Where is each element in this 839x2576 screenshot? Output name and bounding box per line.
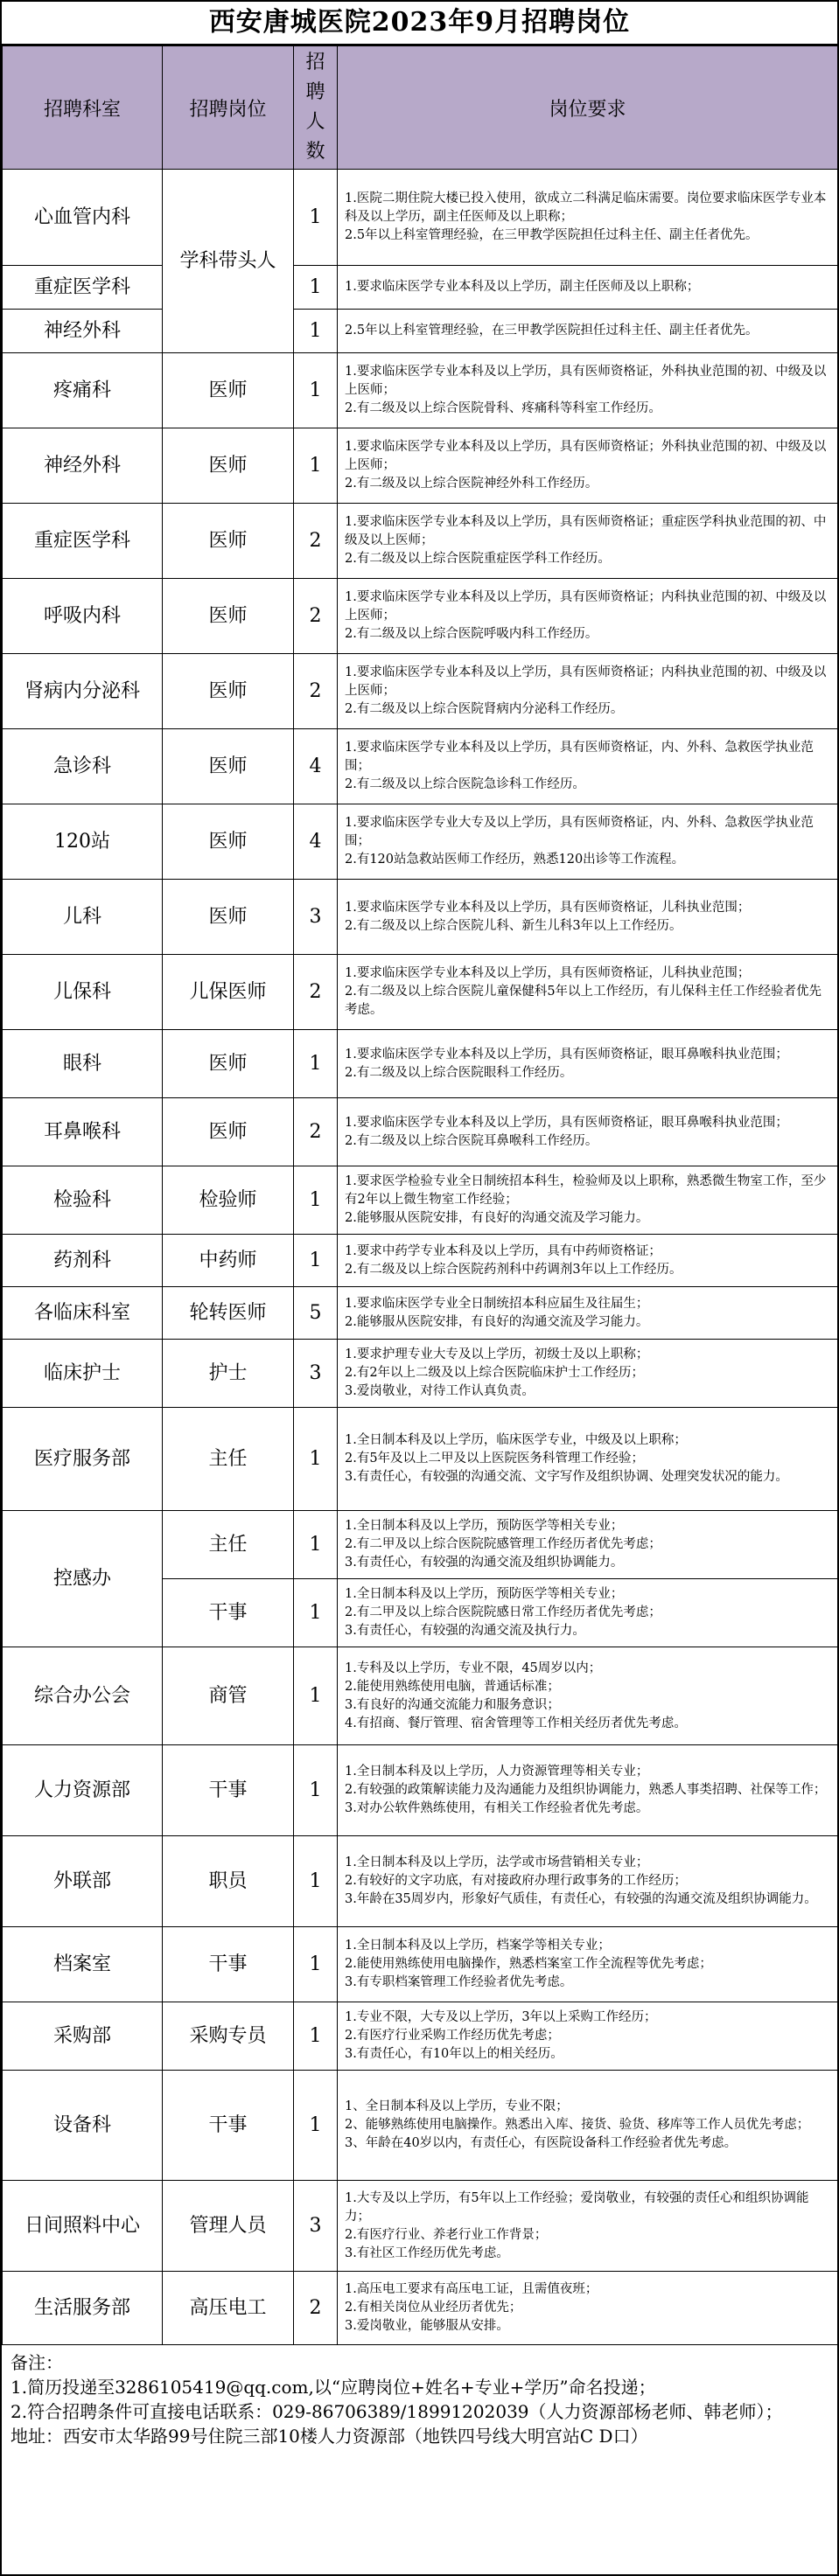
requirement-line: 2.有二级及以上综合医院神经外科工作经历。 — [345, 477, 598, 491]
requirement-line: 2.能够服从医院安排，有良好的沟通交流及学习能力。 — [345, 1314, 649, 1329]
requirement-line: 2.有医疗行业采购工作经历优先考虑； — [345, 2029, 560, 2043]
position-cell: 医师 — [163, 504, 294, 579]
department-cell: 重症医学科 — [3, 266, 163, 310]
requirement-line: 2.能使用熟练使用电脑，普通话标准； — [345, 1679, 560, 1694]
table-row — [3, 504, 838, 579]
department-cell: 控感办 — [3, 1511, 163, 1647]
position-cell: 干事 — [163, 1579, 294, 1647]
position-cell: 医师 — [163, 428, 294, 504]
position-cell: 医师 — [163, 1030, 294, 1098]
table-row — [3, 310, 838, 353]
table-row — [3, 353, 838, 428]
position-cell: 学科带头人 — [163, 170, 294, 353]
requirement-line: 3.有责任心，有较强的沟通交流、文字写作及组织协调、处理突发状况的能力。 — [345, 1470, 788, 1484]
requirement-line: 2.有医疗行业、养老行业工作背景； — [345, 2227, 548, 2242]
requirements-cell — [338, 654, 838, 729]
requirement-line: 1.全日制本科及以上学历，预防医学等相关专业； — [345, 1519, 624, 1533]
table-header-row — [3, 46, 838, 170]
requirements-cell — [338, 1511, 838, 1579]
requirements-cell — [338, 880, 838, 955]
requirement-line: 3.有责任心，有10年以上的相关经历。 — [345, 2047, 563, 2061]
page-title: 西安唐城医院2023年9月招聘岗位 — [2, 2, 837, 45]
position-cell: 检验师 — [163, 1166, 294, 1235]
requirements-cell — [338, 1030, 838, 1098]
note-phone: 2.符合招聘条件可直接电话联系：029-86706389/18991202039（人力资源部杨老师、韩老师）； — [10, 2401, 783, 2422]
department-cell: 外联部 — [3, 1836, 163, 1927]
table-row — [3, 804, 838, 880]
count-cell: 2 — [294, 504, 338, 579]
department-cell: 药剂科 — [3, 1235, 163, 1287]
department-cell: 设备科 — [3, 2071, 163, 2181]
department-cell: 眼科 — [3, 1030, 163, 1098]
count-cell: 1 — [294, 2002, 338, 2071]
requirement-line: 2.有二级及以上综合医院耳鼻喉科工作经历。 — [345, 1133, 598, 1148]
position-cell: 儿保医师 — [163, 955, 294, 1030]
department-cell: 神经外科 — [3, 428, 163, 504]
position-cell: 主任 — [163, 1408, 294, 1511]
requirements-cell — [338, 353, 838, 428]
count-cell: 1 — [294, 1235, 338, 1287]
requirement-line: 1.全日制本科及以上学历，临床医学专业，中级及以上职称； — [345, 1433, 687, 1447]
department-cell: 心血管内科 — [3, 170, 163, 266]
position-cell: 护士 — [163, 1340, 294, 1408]
department-cell: 生活服务部 — [3, 2272, 163, 2345]
header-count: 招聘人数 — [294, 46, 338, 170]
count-cell: 2 — [294, 955, 338, 1030]
requirement-line: 1.要求护理专业大专及以上学历，初级士及以上职称； — [345, 1347, 649, 1361]
position-cell: 采购专员 — [163, 2002, 294, 2071]
requirement-line: 1.要求医学检验专业全日制统招本科生，检验师及以上职称，熟悉微生物室工作，至少有2年以上微生物室工作经验； — [345, 1174, 827, 1207]
requirement-line: 2.能够服从医院安排，有良好的沟通交流及学习能力。 — [345, 1211, 649, 1225]
requirement-line: 2.有二级及以上综合医院急诊科工作经历。 — [345, 777, 585, 791]
requirement-line: 2.有二级及以上综合医院药剂科中药调剂3年以上工作经历。 — [345, 1262, 682, 1277]
position-cell: 主任 — [163, 1511, 294, 1579]
requirement-line: 3.有专职档案管理工作经验者优先考虑。 — [345, 1975, 573, 1989]
position-cell: 干事 — [163, 2071, 294, 2181]
requirements-cell — [338, 804, 838, 880]
requirement-line: 2.有相关岗位从业经历者优先； — [345, 2301, 522, 2315]
requirement-line: 1.全日制本科及以上学历，档案学等相关专业； — [345, 1939, 611, 1953]
count-cell: 1 — [294, 1836, 338, 1927]
requirement-line: 4.有招商、餐厅管理、宿舍管理等工作相关经历者优先考虑。 — [345, 1716, 687, 1730]
requirement-line: 3.有良好的沟通交流能力和服务意识； — [345, 1697, 560, 1712]
count-cell: 4 — [294, 804, 338, 880]
notes-section — [2, 2345, 837, 2452]
requirement-line: 1.要求临床医学专业本科及以上学历，具有医师资格证；外科执业范围的初、中级及以上医师； — [345, 440, 827, 472]
position-cell: 干事 — [163, 1927, 294, 2002]
requirement-line: 3.爱岗敬业，能够服从安排。 — [345, 2319, 509, 2333]
requirement-line: 1.要求临床医学专业本科及以上学历，副主任医师及以上职称； — [345, 280, 700, 294]
header-requirements: 岗位要求 — [338, 46, 838, 170]
count-cell: 3 — [294, 2181, 338, 2272]
requirements-cell — [338, 2181, 838, 2272]
table-row — [3, 1340, 838, 1408]
count-cell: 3 — [294, 880, 338, 955]
requirements-cell — [338, 266, 838, 310]
department-cell: 肾病内分泌科 — [3, 654, 163, 729]
requirements-cell — [338, 1166, 838, 1235]
notes-heading: 备注： — [10, 2352, 63, 2373]
table-row — [3, 1836, 838, 1927]
count-cell: 1 — [294, 1166, 338, 1235]
department-cell: 神经外科 — [3, 310, 163, 353]
requirement-line: 2.有120站急救站医师工作经历，熟悉120出诊等工作流程。 — [345, 853, 685, 867]
department-cell: 日间照料中心 — [3, 2181, 163, 2272]
requirement-line: 1.要求临床医学专业本科及以上学历，具有医师资格证，眼耳鼻喉科执业范围； — [345, 1115, 788, 1130]
requirements-cell — [338, 310, 838, 353]
position-cell: 干事 — [163, 1745, 294, 1836]
requirement-line: 3、年龄在40岁以内，有责任心，有医院设备科工作经验者优先考虑。 — [345, 2136, 738, 2150]
department-cell: 急诊科 — [3, 729, 163, 804]
requirement-line: 1、全日制本科及以上学历，专业不限； — [345, 2099, 569, 2113]
table-row — [3, 2002, 838, 2071]
table-row — [3, 955, 838, 1030]
table-row — [3, 1030, 838, 1098]
requirement-line: 1.要求临床医学专业本科及以上学历，具有医师资格证，儿科执业范围； — [345, 900, 751, 915]
position-cell: 医师 — [163, 353, 294, 428]
position-cell: 医师 — [163, 804, 294, 880]
table-row — [3, 170, 838, 266]
requirement-line: 2、能够熟练使用电脑操作。熟悉出入库、接货、验货、移库等工作人员优先考虑； — [345, 2118, 810, 2132]
requirement-line: 2.有二级及以上综合医院重症医学科工作经历。 — [345, 552, 611, 566]
requirement-line: 1.要求临床医学专业全日制统招本科应届生及往届生； — [345, 1296, 649, 1311]
requirement-line: 1.要求临床医学专业本科及以上学历，具有医师资格证，内、外科、急救医学执业范围； — [345, 741, 814, 773]
table-row — [3, 1647, 838, 1745]
requirement-line: 3.年龄在35周岁内，形象好气质佳，有责任心，有较强的沟通交流及组织协调能力。 — [345, 1892, 817, 1906]
requirement-line: 2.有二级及以上综合医院眼科工作经历。 — [345, 1065, 573, 1080]
recruitment-table — [2, 45, 838, 2345]
requirements-cell — [338, 1235, 838, 1287]
requirement-line: 2.有二级及以上综合医院呼吸内科工作经历。 — [345, 627, 598, 641]
requirements-cell — [338, 1927, 838, 2002]
requirements-cell — [338, 1408, 838, 1511]
count-cell: 1 — [294, 1579, 338, 1647]
requirement-line: 2.有二级及以上综合医院骨科、疼痛科等科室工作经历。 — [345, 401, 661, 415]
table-row — [3, 2181, 838, 2272]
requirement-line: 1.要求临床医学专业本科及以上学历，具有医师资格证，儿科执业范围； — [345, 966, 751, 980]
count-cell: 1 — [294, 428, 338, 504]
department-cell: 各临床科室 — [3, 1287, 163, 1340]
table-row — [3, 1511, 838, 1579]
table-body — [3, 170, 838, 2345]
table-row — [3, 729, 838, 804]
requirement-line: 3.有责任心，有较强的沟通交流及执行力。 — [345, 1624, 585, 1638]
requirement-line: 2.有较强的政策解读能力及沟通能力及组织协调能力，熟悉人事类招聘、社保等工作； — [345, 1783, 827, 1797]
table-row — [3, 1235, 838, 1287]
department-cell: 儿保科 — [3, 955, 163, 1030]
requirements-cell — [338, 1836, 838, 1927]
table-row — [3, 1287, 838, 1340]
header-position: 招聘岗位 — [163, 46, 294, 170]
note-address: 地址：西安市太华路99号住院三部10楼人力资源部（地铁四号线大明宫站C D口） — [10, 2426, 648, 2447]
position-cell: 商管 — [163, 1647, 294, 1745]
table-row — [3, 1166, 838, 1235]
department-cell: 耳鼻喉科 — [3, 1098, 163, 1166]
department-cell: 儿科 — [3, 880, 163, 955]
requirement-line: 1.专科及以上学历，专业不限，45周岁以内； — [345, 1660, 602, 1675]
position-cell: 医师 — [163, 654, 294, 729]
department-cell: 临床护士 — [3, 1340, 163, 1408]
table-row — [3, 428, 838, 504]
position-cell: 轮转医师 — [163, 1287, 294, 1340]
requirements-cell — [338, 1287, 838, 1340]
requirement-line: 2.有二级及以上综合医院儿科、新生儿科3年以上工作经历。 — [345, 918, 682, 933]
position-cell: 管理人员 — [163, 2181, 294, 2272]
position-cell: 医师 — [163, 579, 294, 654]
table-row — [3, 2272, 838, 2345]
count-cell: 2 — [294, 579, 338, 654]
requirement-line: 1.全日制本科及以上学历，人力资源管理等相关专业； — [345, 1765, 649, 1779]
requirement-line: 1.医院二期住院大楼已投入使用，欲成立二科满足临床需要。岗位要求临床医学专业本科及以上学历，副主任医师及以上职称； — [345, 191, 827, 224]
count-cell: 2 — [294, 654, 338, 729]
requirement-line: 2.有二甲及以上综合医院院感日常工作经历者优先考虑； — [345, 1605, 661, 1619]
position-cell: 职员 — [163, 1836, 294, 1927]
count-cell: 1 — [294, 1030, 338, 1098]
requirements-cell — [338, 2071, 838, 2181]
requirement-line: 2.有较好的文字功底，有对接政府办理行政事务的工作经历； — [345, 1874, 687, 1888]
requirement-line: 2.有5年及以上二甲及以上医院医务科管理工作经验； — [345, 1452, 645, 1466]
table-row — [3, 1745, 838, 1836]
requirement-line: 2.能使用熟练使用电脑操作，熟悉档案室工作全流程等优先考虑； — [345, 1957, 712, 1971]
requirements-cell — [338, 2002, 838, 2071]
table-row — [3, 654, 838, 729]
department-cell: 120站 — [3, 804, 163, 880]
requirement-line: 1.大专及以上学历，有5年以上工作经验；爱岗敬业，有较强的责任心和组织协调能力； — [345, 2190, 809, 2224]
position-cell: 医师 — [163, 729, 294, 804]
position-cell: 医师 — [163, 880, 294, 955]
table-row — [3, 1408, 838, 1511]
count-cell: 1 — [294, 1927, 338, 2002]
count-cell: 1 — [294, 1745, 338, 1836]
requirement-line: 3.有社区工作经历优先考虑。 — [345, 2245, 509, 2260]
requirements-cell — [338, 1745, 838, 1836]
count-cell: 2 — [294, 2272, 338, 2345]
department-cell: 档案室 — [3, 1927, 163, 2002]
table-row — [3, 1098, 838, 1166]
requirement-line: 2.有二甲及以上综合医院院感管理工作经历者优先考虑； — [345, 1537, 661, 1551]
position-cell: 高压电工 — [163, 2272, 294, 2345]
position-cell: 中药师 — [163, 1235, 294, 1287]
count-cell: 1 — [294, 310, 338, 353]
count-cell: 4 — [294, 729, 338, 804]
count-cell: 1 — [294, 1408, 338, 1511]
requirements-cell — [338, 729, 838, 804]
requirements-cell — [338, 579, 838, 654]
requirement-line: 2.有2年以上二级及以上综合医院临床护士工作经历； — [345, 1366, 645, 1380]
count-cell: 1 — [294, 353, 338, 428]
requirements-cell — [338, 1340, 838, 1408]
department-cell: 重症医学科 — [3, 504, 163, 579]
requirement-line: 1.要求临床医学专业本科及以上学历，具有医师资格证，眼耳鼻喉科执业范围； — [345, 1047, 788, 1062]
requirement-line: 1.高压电工要求有高压电工证，且需值夜班； — [345, 2282, 598, 2296]
department-cell: 检验科 — [3, 1166, 163, 1235]
requirements-cell — [338, 1647, 838, 1745]
requirement-line: 1.要求临床医学专业本科及以上学历，具有医师资格证；重症医学科执业范围的初、中级及以上医师； — [345, 515, 827, 547]
requirement-line: 2.5年以上科室管理经验，在三甲教学医院担任过科主任、副主任者优先。 — [345, 228, 759, 242]
requirement-line: 1.全日制本科及以上学历，预防医学等相关专业； — [345, 1587, 624, 1601]
requirements-cell — [338, 1098, 838, 1166]
count-cell: 1 — [294, 1511, 338, 1579]
header-department: 招聘科室 — [3, 46, 163, 170]
requirement-line: 3.有责任心，有较强的沟通交流及组织协调能力。 — [345, 1556, 624, 1570]
requirement-line: 1.要求临床医学专业本科及以上学历，具有医师资格证，外科执业范围的初、中级及以上医师； — [345, 365, 827, 397]
count-cell: 1 — [294, 2071, 338, 2181]
requirements-cell — [338, 955, 838, 1030]
position-cell: 医师 — [163, 1098, 294, 1166]
requirement-line: 3.爱岗敬业，对待工作认真负责。 — [345, 1384, 535, 1398]
count-cell: 2 — [294, 1098, 338, 1166]
department-cell: 医疗服务部 — [3, 1408, 163, 1511]
note-email: 1.简历投递至3286105419@qq.com,以“应聘岗位+姓名+专业+学历”命名投递； — [10, 2377, 656, 2398]
department-cell: 疼痛科 — [3, 353, 163, 428]
department-cell: 采购部 — [3, 2002, 163, 2071]
requirement-line: 2.有二级及以上综合医院儿童保健科5年以上工作经历，有儿保科主任工作经验者优先考虑。 — [345, 985, 822, 1017]
count-cell: 1 — [294, 1647, 338, 1745]
count-cell: 1 — [294, 266, 338, 310]
table-row — [3, 1927, 838, 2002]
requirement-line: 1.专业不限，大专及以上学历，3年以上采购工作经历； — [345, 2010, 657, 2024]
requirement-line: 2.5年以上科室管理经验，在三甲教学医院担任过科主任、副主任者优先。 — [345, 324, 759, 338]
count-cell: 1 — [294, 170, 338, 266]
requirements-cell — [338, 504, 838, 579]
department-cell: 呼吸内科 — [3, 579, 163, 654]
requirements-cell — [338, 2272, 838, 2345]
requirement-line: 1.要求临床医学专业本科及以上学历，具有医师资格证；内科执业范围的初、中级及以上医师； — [345, 665, 827, 698]
requirements-cell — [338, 170, 838, 266]
requirement-line: 1.要求中药学专业本科及以上学历，具有中药师资格证； — [345, 1243, 661, 1258]
department-cell: 人力资源部 — [3, 1745, 163, 1836]
table-row — [3, 2071, 838, 2181]
requirement-line: 1.全日制本科及以上学历，法学或市场营销相关专业； — [345, 1855, 649, 1869]
requirement-line: 3.对办公软件熟练使用，有相关工作经验者优先考虑。 — [345, 1801, 649, 1815]
requirements-cell — [338, 428, 838, 504]
table-row — [3, 880, 838, 955]
count-cell: 5 — [294, 1287, 338, 1340]
requirement-line: 1.要求临床医学专业大专及以上学历，具有医师资格证，内、外科、急救医学执业范围； — [345, 816, 814, 848]
count-cell: 3 — [294, 1340, 338, 1408]
table-row — [3, 266, 838, 310]
requirement-line: 2.有二级及以上综合医院肾病内分泌科工作经历。 — [345, 702, 624, 716]
requirements-cell — [338, 1579, 838, 1647]
department-cell: 综合办公会 — [3, 1647, 163, 1745]
table-row — [3, 579, 838, 654]
requirement-line: 1.要求临床医学专业本科及以上学历，具有医师资格证；内科执业范围的初、中级及以上医师； — [345, 590, 827, 623]
